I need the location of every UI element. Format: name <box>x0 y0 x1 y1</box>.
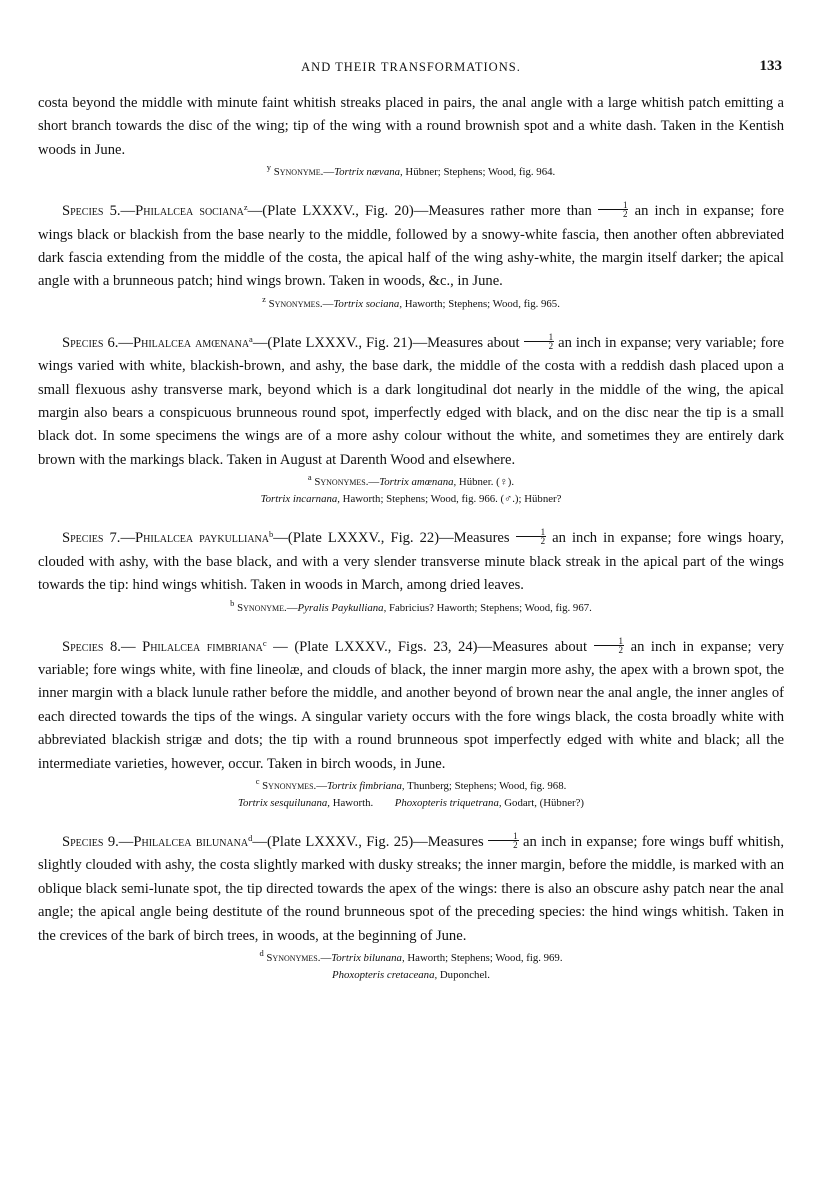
species-8-footnote-line-2: Tortrix sesquilunana, Haworth. Phoxopteris triquetrana, Godart, (Hübner?) <box>238 796 584 809</box>
species-lead: —(Plate LXXXV., Fig. 22)—Measures <box>273 530 516 547</box>
species-9-paragraph <box>38 831 784 948</box>
footnote-name: Tortrix nævana, <box>334 166 403 179</box>
running-title: AND THEIR TRANSFORMATIONS. <box>301 60 521 74</box>
species-lead: — (Plate LXXXV., Figs. 23, 24)—Measures about <box>266 638 594 655</box>
fraction: $\frac{1}{2}$ <box>598 201 629 218</box>
species-mark: a <box>249 333 253 344</box>
species-lead: —(Plate LXXXV., Fig. 20)—Measures rather more than <box>247 203 598 220</box>
species-label: Species 9.—Philalcea bilunana <box>62 833 249 850</box>
species-text: an inch in expanse; fore wings black or blackish from the base nearly to the middle, followed by a snowy-white fascia, then another often abbreviated dark fascia extending from the middle of the costa, the apical half of the wing ashy-white, the margin itself darker; the apical angle with a brunneous patch; hind wings brown. Taken in woods, &c., in June. <box>38 203 785 290</box>
species-text: an inch in expanse; fore wings buff whitish, slightly clouded with ashy, the costa slightly marked with dusky streaks; the inner margin, before the middle, is marked with an oblique black semi-lunate spot, the tip directed towards the apex of the wings: there is also an obscure ashy patch near the anal angle; the apical angle being destitute of the round brunneous spot of the preceding species: the hind wings whitish. Taken in the crevices of the bark of birch trees, in woods, at the beginning of June. <box>38 833 784 944</box>
species-9-footnote: $^d$ Synonymes.—Tortrix bilunana, Haworth; Stephens; Wood, fig. 969. <box>259 947 563 964</box>
page-number: 133 <box>759 58 782 74</box>
intro-footnote <box>38 164 784 181</box>
species-7-footnote: $^b$ Synonyme.—Pyralis Paykulliana, Fabricius? Haworth; Stephens; Wood, fig. 967. <box>230 597 592 614</box>
species-7-paragraph <box>38 527 784 597</box>
species-5-footnote: $^z$ Synonymes.—Tortrix sociana, Haworth; Stephens; Wood, fig. 965. <box>262 293 560 310</box>
species-label: Species 7.—Philalcea paykulliana <box>62 530 270 547</box>
intro-paragraph: costa beyond the middle with minute faint whitish streaks placed in pairs, the anal angle with a large whitish patch emitting a short branch towards the disc of the wing; tip of the wing with a round brownish spot and a white dash. Taken in the Kentish woods in June. <box>38 95 784 158</box>
species-6-footnote-line-2: Tortrix incarnana, Haworth; Stephens; Wood, fig. 966. (♂.); Hübner? <box>260 493 562 506</box>
fraction: $\frac{1}{2}$ <box>524 333 555 350</box>
species-5-paragraph <box>38 200 784 294</box>
species-mark: d <box>248 832 253 843</box>
book-page <box>38 58 784 984</box>
species-9-footnote-line-2: Phoxopteris cretaceana, Duponchel. <box>332 968 490 981</box>
footnote-label: Synonyme.— <box>273 166 335 179</box>
footnote-mark: y <box>266 162 272 173</box>
species-lead: —(Plate LXXXV., Fig. 25)—Measures <box>252 833 489 850</box>
species-label: Species 5.—Philalcea sociana <box>62 203 244 220</box>
footnote-rest: Hübner; Stephens; Wood, fig. 964. <box>402 166 556 179</box>
species-mark: c <box>262 637 267 648</box>
species-text: an inch in expanse; very variable; fore wings white, with fine lineolæ, and clouds of black, the inner margin more ashy, the apex with a brown spot, the inner margin with a black lunule rather before the middle, and another beyond of brown near the anal angle, the inner angles of each directed towards the tips of the wings. A singular variety occurs with the fore wings black, the costa broadly white with abbreviated blackish strigæ and dots; the tip with a round brunneous spot imperfectly edged with white and black; all the intermediate varieties, however, occur. Taken in birch woods, in June. <box>38 638 785 772</box>
fraction: $\frac{1}{2}$ <box>488 832 519 849</box>
running-header <box>38 58 784 82</box>
species-6-footnote: $^a$ Synonymes.—Tortrix amœnana, Hübner. (♀). <box>307 472 515 489</box>
species-mark: z <box>243 202 248 213</box>
fraction: $\frac{1}{2}$ <box>516 528 547 545</box>
species-label: Species 6.—Philalcea amœnana <box>62 334 250 351</box>
species-label: Species 8.— Philalcea fimbriana <box>62 638 263 655</box>
species-mark: b <box>269 529 274 540</box>
fraction: $\frac{1}{2}$ <box>594 637 625 654</box>
species-lead: —(Plate LXXXV., Fig. 21)—Measures about <box>252 334 524 351</box>
species-text: an inch in expanse; very variable; fore wings varied with white, blackish-brown, and ashy, the base dark, the middle of the costa with a reddish dash placed upon a small flexuous ashy transverse mark, beyond which is a dark longitudinal dot nearly in the middle of the wing, the apical margin also bears a conspicuous brunneous round spot, imperfectly edged with black, and on the disc near the tip is a small black dot. In some specimens the wings are of a more ashy colour without the white, and sometimes they are entirely dark brown with the markings black. Taken in August at Darenth Wood and elsewhere. <box>38 334 785 468</box>
species-text: an inch in expanse; fore wings hoary, clouded with ashy, with the base black, and with a very slender transverse minute black streak in the apical part of the wings towards the tip: hind wings whitish. Taken in woods in March, among dried leaves. <box>38 530 784 594</box>
species-8-footnote: $^c$ Synonymes.—Tortrix fimbriana, Thunberg; Stephens; Wood, fig. 968. <box>255 775 567 792</box>
species-8-paragraph <box>38 636 784 776</box>
species-6-paragraph <box>38 332 784 472</box>
